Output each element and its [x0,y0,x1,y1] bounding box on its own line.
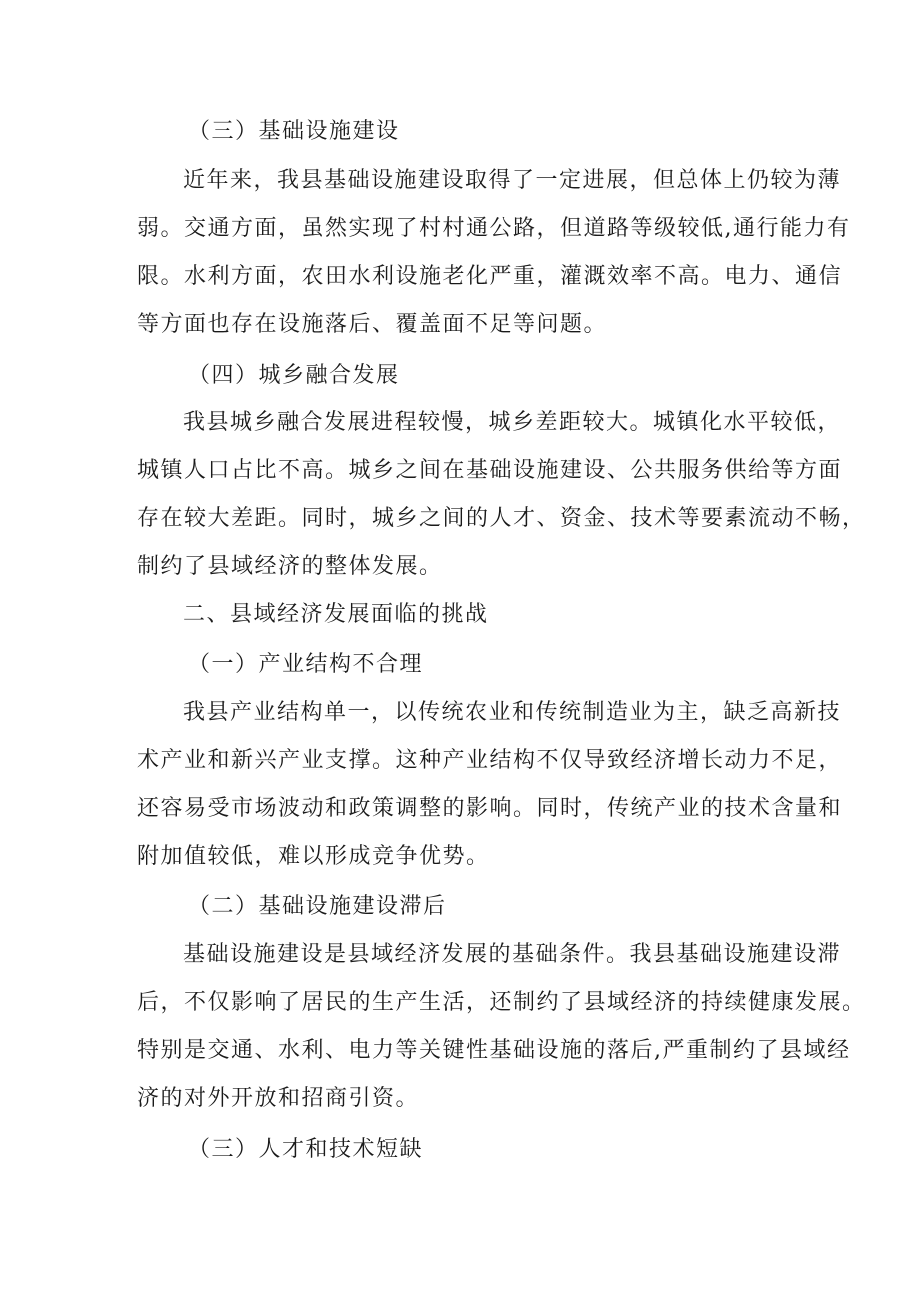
paragraph-line: 我县产业结构单一，以传统农业和传统制造业为主，缺乏高新技 [183,700,842,725]
paragraph-line: 基础设施建设是县域经济发展的基础条件。我县基础设施建设滞 [183,942,842,967]
paragraph-line: 还容易受市场波动和政策调整的影响。同时，传统产业的技术含量和 [137,796,843,821]
heading-infrastructure-lag: （二）基础设施建设滞后 [188,894,447,919]
heading-urban-rural: （四）城乡融合发展 [188,363,400,388]
paragraph-line: 济的对外开放和招商引资。 [137,1086,420,1111]
heading-industry-structure: （一）产业结构不合理 [188,652,424,677]
paragraph-line: 限。水利方面，农田水利设施老化严重，灌溉效率不高。电力、通信 [137,264,843,289]
paragraph-line: 附加值较低，难以形成竞争优势。 [137,844,490,869]
heading-talent-technology: （三）人才和技术短缺 [188,1137,424,1162]
paragraph-line: 术产业和新兴产业支撑。这种产业结构不仅导致经济增长动力不足， [137,748,843,773]
paragraph-line: 存在较大差距。同时，城乡之间的人才、资金、技术等要素流动不畅， [137,506,866,531]
paragraph-line: 弱。交通方面，虽然实现了村村通公路，但道路等级较低,通行能力有 [137,216,851,241]
section-title-challenges: 二、县域经济发展面临的挑战 [183,602,489,627]
paragraph-line: 制约了县域经济的整体发展。 [137,554,443,579]
paragraph-line: 我县城乡融合发展进程较慢，城乡差距较大。城镇化水平较低， [183,410,842,435]
heading-infrastructure: （三）基础设施建设 [188,119,400,144]
paragraph-line: 等方面也存在设施落后、覆盖面不足等问题。 [137,312,608,337]
paragraph-line: 后，不仅影响了居民的生产生活，还制约了县域经济的持续健康发展。 [137,990,866,1015]
paragraph-line: 近年来，我县基础设施建设取得了一定进展，但总体上仍较为薄 [183,168,842,193]
paragraph-line: 特别是交通、水利、电力等关键性基础设施的落后,严重制约了县域经 [137,1038,851,1063]
paragraph-line: 城镇人口占比不高。城乡之间在基础设施建设、公共服务供给等方面 [137,458,843,483]
